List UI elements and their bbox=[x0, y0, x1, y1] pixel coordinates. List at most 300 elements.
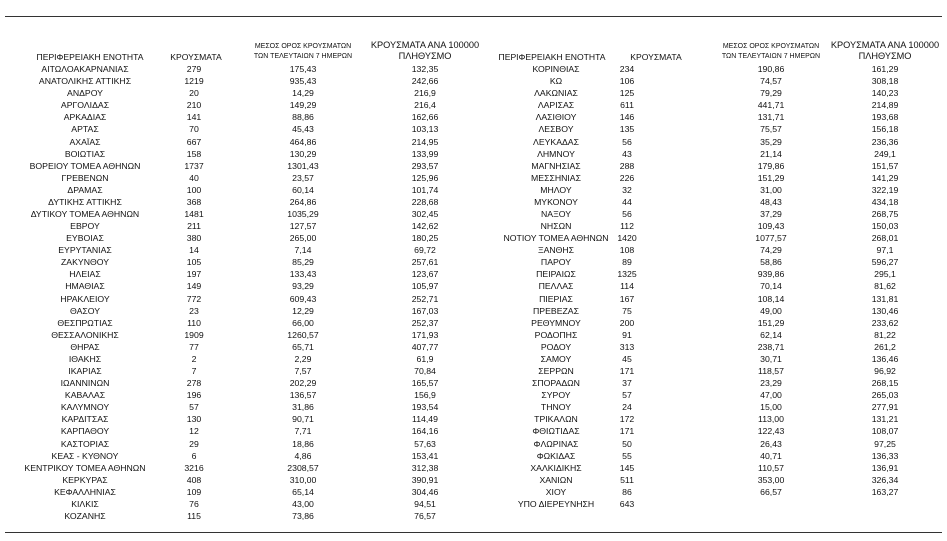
left-avg-cell: 136,57 bbox=[289, 390, 317, 401]
left-cases-cell: 1481 bbox=[184, 209, 204, 219]
left-cases-cell: 20 bbox=[189, 88, 199, 99]
right-region-cell: ΦΛΩΡΙΝΑΣ bbox=[533, 438, 579, 449]
left-region-cell: ΔΥΤΙΚΗΣ ΑΤΤΙΚΗΣ bbox=[48, 196, 122, 207]
right-avg-cell: 40,71 bbox=[760, 450, 782, 461]
right-rate-cell: 268,15 bbox=[871, 378, 899, 389]
left-rate-cell: 133,99 bbox=[411, 148, 439, 159]
left-rate-cell: 293,57 bbox=[411, 160, 439, 171]
left-region-cell: ΘΑΣΟΥ bbox=[69, 305, 101, 316]
left-rate-cell: 156,9 bbox=[414, 390, 436, 401]
left-rate-cell: 94,51 bbox=[414, 498, 436, 509]
right-rate-cell: 108,07 bbox=[871, 426, 899, 437]
right-rate-cell: 151,57 bbox=[871, 160, 899, 171]
header-rate-left: ΚΡΟΥΣΜΑΤΑ ΑΝΑ 100000 ΠΛΗΘΥΣΜΟ bbox=[370, 40, 480, 61]
left-avg-cell: 4,86 bbox=[294, 450, 312, 461]
right-avg-cell: 70,14 bbox=[760, 281, 782, 292]
right-rate-cell: 131,21 bbox=[871, 414, 899, 425]
table-row bbox=[0, 172, 947, 184]
table-row bbox=[0, 268, 947, 280]
right-cases-cell: 288 bbox=[619, 160, 635, 171]
left-cases-cell: 158 bbox=[186, 148, 202, 159]
right-cases-cell: 146 bbox=[619, 112, 635, 123]
right-region-cell: ΧΑΝΙΩΝ bbox=[539, 474, 573, 485]
right-region-cell: ΠΙΕΡΙΑΣ bbox=[539, 293, 573, 304]
left-cases-cell: 109 bbox=[186, 486, 202, 497]
right-region-cell: ΣΑΜΟΥ bbox=[540, 353, 572, 364]
left-cases-cell: 3216 bbox=[184, 462, 204, 473]
right-avg-cell: 113,00 bbox=[758, 414, 784, 425]
left-rate-cell: 252,71 bbox=[411, 293, 439, 304]
right-cases-cell: 106 bbox=[619, 76, 635, 87]
right-avg-cell: 47,00 bbox=[760, 390, 782, 401]
right-region-cell: ΝΟΤΙΟΥ ΤΟΜΕΑ ΑΘΗΝΩΝ bbox=[503, 233, 609, 244]
right-rate-cell: 277,91 bbox=[871, 402, 899, 413]
right-region-cell: ΛΑΡΙΣΑΣ bbox=[537, 100, 575, 111]
left-avg-cell: 7,57 bbox=[294, 366, 312, 376]
left-avg-cell: 127,57 bbox=[289, 221, 317, 231]
right-avg-cell: 108,14 bbox=[757, 293, 785, 304]
table-row bbox=[0, 160, 947, 172]
table-row bbox=[0, 317, 947, 329]
left-rate-cell: 167,03 bbox=[411, 305, 439, 316]
left-rate-cell: 142,62 bbox=[411, 221, 439, 231]
right-region-cell: ΠΑΡΟΥ bbox=[540, 257, 572, 268]
right-region-cell: ΤΡΙΚΑΛΩΝ bbox=[534, 414, 578, 425]
left-rate-cell: 171,93 bbox=[411, 329, 439, 340]
table-row bbox=[0, 244, 947, 256]
left-avg-cell: 149,29 bbox=[289, 100, 317, 111]
left-avg-cell: 7,71 bbox=[294, 426, 312, 437]
right-avg-cell: 238,71 bbox=[757, 341, 785, 352]
right-region-cell: ΛΕΥΚΑΔΑΣ bbox=[533, 136, 579, 147]
left-region-cell: ΘΕΣΣΑΛΟΝΙΚΗΣ bbox=[51, 329, 119, 340]
right-cases-cell: 114 bbox=[620, 281, 634, 292]
right-cases-cell: 200 bbox=[619, 317, 635, 328]
table-row bbox=[0, 256, 947, 268]
left-cases-cell: 772 bbox=[186, 293, 202, 304]
left-rate-cell: 153,41 bbox=[411, 450, 439, 461]
table-row bbox=[0, 123, 947, 135]
right-avg-cell: 353,00 bbox=[757, 474, 785, 485]
left-avg-cell: 90,71 bbox=[292, 414, 314, 425]
table-row bbox=[0, 389, 947, 401]
right-avg-cell: 75,57 bbox=[760, 124, 782, 135]
left-cases-cell: 40 bbox=[189, 172, 199, 183]
left-cases-cell: 77 bbox=[189, 341, 199, 352]
left-region-cell: ΙΘΑΚΗΣ bbox=[68, 353, 102, 364]
left-cases-cell: 7 bbox=[191, 366, 197, 376]
left-rate-cell: 123,67 bbox=[411, 269, 439, 280]
left-avg-cell: 31,86 bbox=[292, 402, 314, 413]
right-region-cell: ΞΑΝΘΗΣ bbox=[537, 245, 575, 256]
right-rate-cell: 161,29 bbox=[871, 64, 899, 74]
table-row bbox=[0, 450, 947, 462]
left-rate-cell: 165,57 bbox=[411, 378, 439, 389]
right-region-cell: ΛΗΜΝΟΥ bbox=[537, 148, 575, 159]
right-cases-cell: 1325 bbox=[617, 269, 637, 280]
header-region-left: ΠΕΡΙΦΕΡΕΙΑΚΗ ΕΝΟΤΗΤΑ bbox=[36, 52, 144, 62]
right-avg-cell: 1077,57 bbox=[755, 233, 787, 244]
left-region-cell: ΗΡΑΚΛΕΙΟΥ bbox=[60, 293, 110, 304]
right-region-cell: ΣΥΡΟΥ bbox=[541, 390, 571, 401]
left-region-cell: ΚΑΛΥΜΝΟΥ bbox=[60, 402, 110, 413]
left-region-cell: ΖΑΚΥΝΘΟΥ bbox=[61, 257, 109, 268]
right-avg-cell: 109,43 bbox=[757, 221, 785, 231]
left-region-cell: ΚΕΝΤΡΙΚΟΥ ΤΟΜΕΑ ΑΘΗΝΩΝ bbox=[24, 462, 146, 473]
right-cases-cell: 44 bbox=[622, 196, 632, 207]
table-row bbox=[0, 293, 947, 305]
left-avg-cell: 65,71 bbox=[292, 341, 314, 352]
right-cases-cell: 57 bbox=[622, 390, 632, 401]
left-cases-cell: 368 bbox=[186, 196, 202, 207]
table-row bbox=[0, 136, 947, 148]
left-region-cell: ΚΑΡΔΙΤΣΑΣ bbox=[61, 414, 109, 425]
left-region-cell: ΚΕΦΑΛΛΗΝΙΑΣ bbox=[54, 486, 116, 497]
left-avg-cell: 7,14 bbox=[294, 245, 312, 256]
left-rate-cell: 70,84 bbox=[414, 366, 436, 376]
right-region-cell: ΛΑΚΩΝΙΑΣ bbox=[534, 88, 578, 99]
left-region-cell: ΑΡΚΑΔΙΑΣ bbox=[63, 112, 107, 123]
right-region-cell: ΠΕΛΛΑΣ bbox=[538, 281, 574, 292]
left-region-cell: ΑΡΤΑΣ bbox=[71, 124, 99, 135]
left-avg-cell: 2,29 bbox=[294, 353, 312, 364]
left-cases-cell: 1737 bbox=[184, 160, 204, 171]
left-avg-cell: 1260,57 bbox=[287, 329, 319, 340]
left-avg-cell: 65,14 bbox=[292, 486, 314, 497]
left-region-cell: ΔΡΑΜΑΣ bbox=[67, 184, 103, 195]
right-rate-cell: 261,2 bbox=[874, 341, 896, 352]
table-row bbox=[0, 111, 947, 123]
left-avg-cell: 85,29 bbox=[292, 257, 314, 268]
table-row bbox=[0, 353, 947, 365]
right-region-cell: ΣΕΡΡΩΝ bbox=[538, 366, 574, 376]
right-cases-cell: 313 bbox=[619, 341, 635, 352]
left-rate-cell: 216,9 bbox=[414, 88, 436, 99]
left-region-cell: ΘΕΣΠΡΩΤΙΑΣ bbox=[57, 317, 113, 328]
right-avg-cell: 131,71 bbox=[757, 112, 785, 123]
right-rate-cell: 156,18 bbox=[871, 124, 899, 135]
left-rate-cell: 162,66 bbox=[411, 112, 439, 123]
right-rate-cell: 265,03 bbox=[871, 390, 899, 401]
table-row bbox=[0, 184, 947, 196]
left-avg-cell: 23,57 bbox=[292, 172, 314, 183]
left-region-cell: ΑΝΑΤΟΛΙΚΗΣ ΑΤΤΙΚΗΣ bbox=[38, 76, 132, 87]
left-cases-cell: 6 bbox=[191, 450, 197, 461]
right-rate-cell: 193,68 bbox=[871, 112, 899, 123]
left-region-cell: ΗΛΕΙΑΣ bbox=[69, 269, 101, 280]
right-rate-cell: 96,92 bbox=[874, 366, 896, 376]
left-rate-cell: 390,91 bbox=[411, 474, 439, 485]
left-cases-cell: 12 bbox=[189, 426, 199, 437]
left-rate-cell: 228,68 bbox=[411, 196, 439, 207]
left-cases-cell: 197 bbox=[186, 269, 202, 280]
right-avg-cell: 441,71 bbox=[757, 100, 785, 111]
left-cases-cell: 130 bbox=[186, 414, 202, 425]
right-rate-cell: 136,91 bbox=[871, 462, 899, 473]
right-rate-cell: 233,62 bbox=[871, 317, 899, 328]
right-rate-cell: 596,27 bbox=[871, 257, 899, 268]
right-avg-cell: 49,00 bbox=[760, 305, 782, 316]
left-region-cell: ΕΥΒΟΙΑΣ bbox=[66, 233, 104, 244]
right-region-cell: ΛΑΣΙΘΙΟΥ bbox=[535, 112, 577, 123]
right-cases-cell: 108 bbox=[619, 245, 635, 256]
right-rate-cell: 295,1 bbox=[874, 269, 896, 280]
table-row bbox=[0, 438, 947, 450]
left-region-cell: ΙΩΑΝΝΙΝΩΝ bbox=[60, 378, 110, 389]
left-cases-cell: 149 bbox=[186, 281, 202, 292]
right-region-cell: ΧΙΟΥ bbox=[545, 486, 567, 497]
left-avg-cell: 310,00 bbox=[289, 474, 317, 485]
left-rate-cell: 252,37 bbox=[411, 317, 439, 328]
header-avg-left: ΜΕΣΟΣ ΟΡΟΣ ΚΡΟΥΣΜΑΤΩΝ ΤΩΝ ΤΕΛΕΥΤΑΙΩΝ 7 ΗΜΕΡΩΝ bbox=[253, 43, 353, 60]
left-rate-cell: 216,4 bbox=[414, 100, 436, 111]
right-cases-cell: 167 bbox=[619, 293, 635, 304]
left-avg-cell: 464,86 bbox=[289, 136, 317, 147]
left-region-cell: ΑΙΤΩΛΟΑΚΑΡΝΑΝΙΑΣ bbox=[41, 64, 129, 74]
right-avg-cell: 15,00 bbox=[760, 402, 782, 413]
right-cases-cell: 56 bbox=[622, 209, 632, 219]
left-cases-cell: 380 bbox=[186, 233, 202, 244]
right-avg-cell: 74,29 bbox=[760, 245, 782, 256]
right-rate-cell: 81,22 bbox=[874, 329, 896, 340]
left-rate-cell: 61,9 bbox=[416, 353, 434, 364]
right-cases-cell: 226 bbox=[619, 172, 635, 183]
left-rate-cell: 214,95 bbox=[411, 136, 439, 147]
right-avg-cell: 30,71 bbox=[760, 353, 782, 364]
right-rate-cell: 141,29 bbox=[871, 172, 899, 183]
table-row bbox=[0, 498, 947, 510]
right-avg-cell: 118,57 bbox=[758, 366, 784, 376]
left-rate-cell: 193,54 bbox=[411, 402, 439, 413]
left-rate-cell: 312,38 bbox=[411, 462, 439, 473]
right-region-cell: ΦΘΙΩΤΙΔΑΣ bbox=[532, 426, 580, 437]
left-region-cell: ΚΕΑΣ - ΚΥΘΝΟΥ bbox=[51, 450, 119, 461]
right-rate-cell: 214,89 bbox=[871, 100, 899, 111]
right-cases-cell: 125 bbox=[619, 88, 635, 99]
left-cases-cell: 1219 bbox=[184, 76, 204, 87]
table-row bbox=[0, 220, 947, 232]
table-row bbox=[0, 208, 947, 220]
right-avg-cell: 37,29 bbox=[760, 209, 782, 219]
bottom-rule bbox=[5, 532, 942, 533]
left-region-cell: ΚΑΒΑΛΑΣ bbox=[64, 390, 106, 401]
right-cases-cell: 56 bbox=[622, 136, 632, 147]
left-rate-cell: 57,63 bbox=[414, 438, 436, 449]
table-row bbox=[0, 196, 947, 208]
table-row bbox=[0, 75, 947, 87]
left-rate-cell: 125,96 bbox=[411, 172, 439, 183]
right-region-cell: ΡΟΔΟΥ bbox=[540, 341, 572, 352]
right-cases-cell: 89 bbox=[622, 257, 632, 268]
right-cases-cell: 50 bbox=[622, 438, 632, 449]
left-avg-cell: 265,00 bbox=[289, 233, 317, 244]
table-row bbox=[0, 63, 947, 75]
left-cases-cell: 408 bbox=[186, 474, 202, 485]
right-rate-cell: 130,46 bbox=[871, 305, 899, 316]
right-cases-cell: 611 bbox=[620, 100, 634, 111]
left-region-cell: ΒΟΙΩΤΙΑΣ bbox=[64, 148, 106, 159]
left-region-cell: ΑΡΓΟΛΙΔΑΣ bbox=[60, 100, 110, 111]
left-rate-cell: 180,25 bbox=[411, 233, 439, 244]
right-avg-cell: 79,29 bbox=[760, 88, 782, 99]
header-rate-right: ΚΡΟΥΣΜΑΤΑ ΑΝΑ 100000 ΠΛΗΘΥΣΜΟ bbox=[830, 40, 940, 61]
left-avg-cell: 93,29 bbox=[292, 281, 314, 292]
left-cases-cell: 23 bbox=[189, 305, 199, 316]
right-rate-cell: 236,36 bbox=[871, 136, 899, 147]
right-avg-cell: 939,86 bbox=[757, 269, 785, 280]
left-rate-cell: 407,77 bbox=[411, 341, 439, 352]
right-rate-cell: 97,1 bbox=[876, 245, 894, 256]
right-region-cell: ΤΗΝΟΥ bbox=[540, 402, 572, 413]
table-row bbox=[0, 280, 947, 292]
left-cases-cell: 141 bbox=[186, 112, 202, 123]
left-rate-cell: 304,46 bbox=[411, 486, 439, 497]
left-rate-cell: 69,72 bbox=[414, 245, 436, 256]
right-region-cell: ΠΕΙΡΑΙΩΣ bbox=[536, 269, 576, 280]
right-region-cell: ΣΠΟΡΑΔΩΝ bbox=[532, 378, 580, 389]
left-region-cell: ΚΕΡΚΥΡΑΣ bbox=[62, 474, 108, 485]
right-region-cell: ΠΡΕΒΕΖΑΣ bbox=[533, 305, 579, 316]
right-rate-cell: 136,33 bbox=[871, 450, 899, 461]
table-row bbox=[0, 148, 947, 160]
right-rate-cell: 308,18 bbox=[871, 76, 899, 87]
right-cases-cell: 511 bbox=[620, 474, 634, 485]
left-region-cell: ΒΟΡΕΙΟΥ ΤΟΜΕΑ ΑΘΗΝΩΝ bbox=[29, 160, 141, 171]
right-rate-cell: 163,27 bbox=[871, 486, 899, 497]
right-rate-cell: 81,62 bbox=[874, 281, 896, 292]
left-region-cell: ΚΙΛΚΙΣ bbox=[71, 498, 99, 509]
left-cases-cell: 211 bbox=[187, 221, 201, 231]
table-row bbox=[0, 474, 947, 486]
left-cases-cell: 279 bbox=[186, 64, 202, 74]
left-cases-cell: 210 bbox=[186, 100, 202, 111]
right-avg-cell: 35,29 bbox=[760, 136, 782, 147]
right-cases-cell: 86 bbox=[622, 486, 632, 497]
right-region-cell: ΝΗΣΩΝ bbox=[540, 221, 572, 231]
left-avg-cell: 60,14 bbox=[292, 184, 314, 195]
table-row bbox=[0, 425, 947, 437]
right-region-cell: ΝΑΞΟΥ bbox=[541, 209, 571, 219]
left-cases-cell: 100 bbox=[186, 184, 202, 195]
right-region-cell: ΡΕΘΥΜΝΟΥ bbox=[531, 317, 581, 328]
right-avg-cell: 58,86 bbox=[760, 257, 782, 268]
right-avg-cell: 190,86 bbox=[757, 64, 785, 74]
left-avg-cell: 1301,43 bbox=[287, 160, 319, 171]
left-avg-cell: 130,29 bbox=[289, 148, 317, 159]
right-region-cell: ΜΗΛΟΥ bbox=[540, 184, 572, 195]
right-cases-cell: 55 bbox=[622, 450, 632, 461]
right-rate-cell: 268,75 bbox=[871, 209, 899, 219]
left-avg-cell: 18,86 bbox=[292, 438, 314, 449]
header-cases-left: ΚΡΟΥΣΜΑΤΑ bbox=[170, 52, 222, 62]
left-cases-cell: 76 bbox=[189, 498, 199, 509]
left-region-cell: ΚΑΣΤΟΡΙΑΣ bbox=[60, 438, 110, 449]
right-avg-cell: 122,43 bbox=[757, 426, 785, 437]
right-region-cell: ΜΕΣΣΗΝΙΑΣ bbox=[531, 172, 581, 183]
header-cases-right: ΚΡΟΥΣΜΑΤΑ bbox=[630, 52, 682, 62]
left-rate-cell: 257,61 bbox=[411, 257, 439, 268]
right-avg-cell: 23,29 bbox=[760, 378, 782, 389]
right-rate-cell: 97,25 bbox=[874, 438, 896, 449]
left-cases-cell: 667 bbox=[186, 136, 202, 147]
left-avg-cell: 609,43 bbox=[289, 293, 317, 304]
right-region-cell: ΡΟΔΟΠΗΣ bbox=[534, 329, 578, 340]
right-rate-cell: 434,18 bbox=[871, 196, 899, 207]
right-region-cell: ΜΑΓΝΗΣΙΑΣ bbox=[531, 160, 581, 171]
left-cases-cell: 196 bbox=[186, 390, 202, 401]
left-rate-cell: 105,97 bbox=[411, 281, 439, 292]
table-row bbox=[0, 462, 947, 474]
right-rate-cell: 136,46 bbox=[871, 353, 899, 364]
left-avg-cell: 43,00 bbox=[292, 498, 314, 509]
left-avg-cell: 14,29 bbox=[292, 88, 314, 99]
right-avg-cell: 21,14 bbox=[760, 148, 782, 159]
header-region-right: ΠΕΡΙΦΕΡΕΙΑΚΗ ΕΝΟΤΗΤΑ bbox=[498, 52, 606, 62]
right-rate-cell: 268,01 bbox=[871, 233, 899, 244]
left-region-cell: ΗΜΑΘΙΑΣ bbox=[65, 281, 105, 292]
left-cases-cell: 105 bbox=[186, 257, 202, 268]
table-row bbox=[0, 510, 947, 522]
left-region-cell: ΓΡΕΒΕΝΩΝ bbox=[61, 172, 109, 183]
right-rate-cell: 326,34 bbox=[871, 474, 899, 485]
right-cases-cell: 45 bbox=[622, 353, 632, 364]
right-avg-cell: 66,57 bbox=[760, 486, 782, 497]
left-cases-cell: 2 bbox=[191, 353, 197, 364]
right-cases-cell: 171 bbox=[619, 366, 635, 376]
header-avg-right: ΜΕΣΟΣ ΟΡΟΣ ΚΡΟΥΣΜΑΤΩΝ ΤΩΝ ΤΕΛΕΥΤΑΙΩΝ 7 ΗΜΕΡΩΝ bbox=[721, 43, 821, 60]
left-rate-cell: 242,66 bbox=[411, 76, 439, 87]
left-cases-cell: 29 bbox=[189, 438, 199, 449]
left-rate-cell: 164,16 bbox=[411, 426, 439, 437]
right-cases-cell: 1420 bbox=[617, 233, 637, 244]
right-cases-cell: 75 bbox=[622, 305, 632, 316]
left-region-cell: ΘΗΡΑΣ bbox=[70, 341, 100, 352]
right-avg-cell: 31,00 bbox=[760, 184, 782, 195]
left-cases-cell: 57 bbox=[189, 402, 199, 413]
left-rate-cell: 114,49 bbox=[412, 414, 438, 425]
table-row bbox=[0, 377, 947, 389]
left-region-cell: ΔΥΤΙΚΟΥ ΤΟΜΕΑ ΑΘΗΝΩΝ bbox=[30, 209, 140, 219]
right-region-cell: ΧΑΛΚΙΔΙΚΗΣ bbox=[530, 462, 582, 473]
right-cases-cell: 24 bbox=[622, 402, 632, 413]
left-avg-cell: 202,29 bbox=[289, 378, 317, 389]
right-avg-cell: 48,43 bbox=[760, 196, 782, 207]
left-rate-cell: 302,45 bbox=[411, 209, 439, 219]
right-cases-cell: 91 bbox=[622, 329, 632, 340]
right-avg-cell: 26,43 bbox=[760, 438, 782, 449]
left-avg-cell: 12,29 bbox=[292, 305, 314, 316]
table-row bbox=[0, 365, 947, 377]
right-cases-cell: 37 bbox=[622, 378, 632, 389]
right-cases-cell: 145 bbox=[619, 462, 635, 473]
left-cases-cell: 278 bbox=[186, 378, 202, 389]
left-rate-cell: 76,57 bbox=[414, 511, 436, 521]
right-avg-cell: 151,29 bbox=[757, 317, 785, 328]
left-region-cell: ΙΚΑΡΙΑΣ bbox=[68, 366, 102, 376]
table-row bbox=[0, 401, 947, 413]
right-cases-cell: 32 bbox=[622, 184, 632, 195]
left-region-cell: ΕΒΡΟΥ bbox=[70, 221, 100, 231]
right-avg-cell: 151,29 bbox=[757, 172, 785, 183]
left-region-cell: ΕΥΡΥΤΑΝΙΑΣ bbox=[58, 245, 112, 256]
table-row bbox=[0, 305, 947, 317]
right-rate-cell: 150,03 bbox=[871, 221, 899, 231]
left-region-cell: ΚΟΖΑΝΗΣ bbox=[64, 511, 106, 521]
left-avg-cell: 66,00 bbox=[292, 317, 314, 328]
right-cases-cell: 172 bbox=[619, 414, 635, 425]
right-avg-cell: 74,57 bbox=[760, 76, 782, 87]
left-avg-cell: 1035,29 bbox=[287, 209, 319, 219]
